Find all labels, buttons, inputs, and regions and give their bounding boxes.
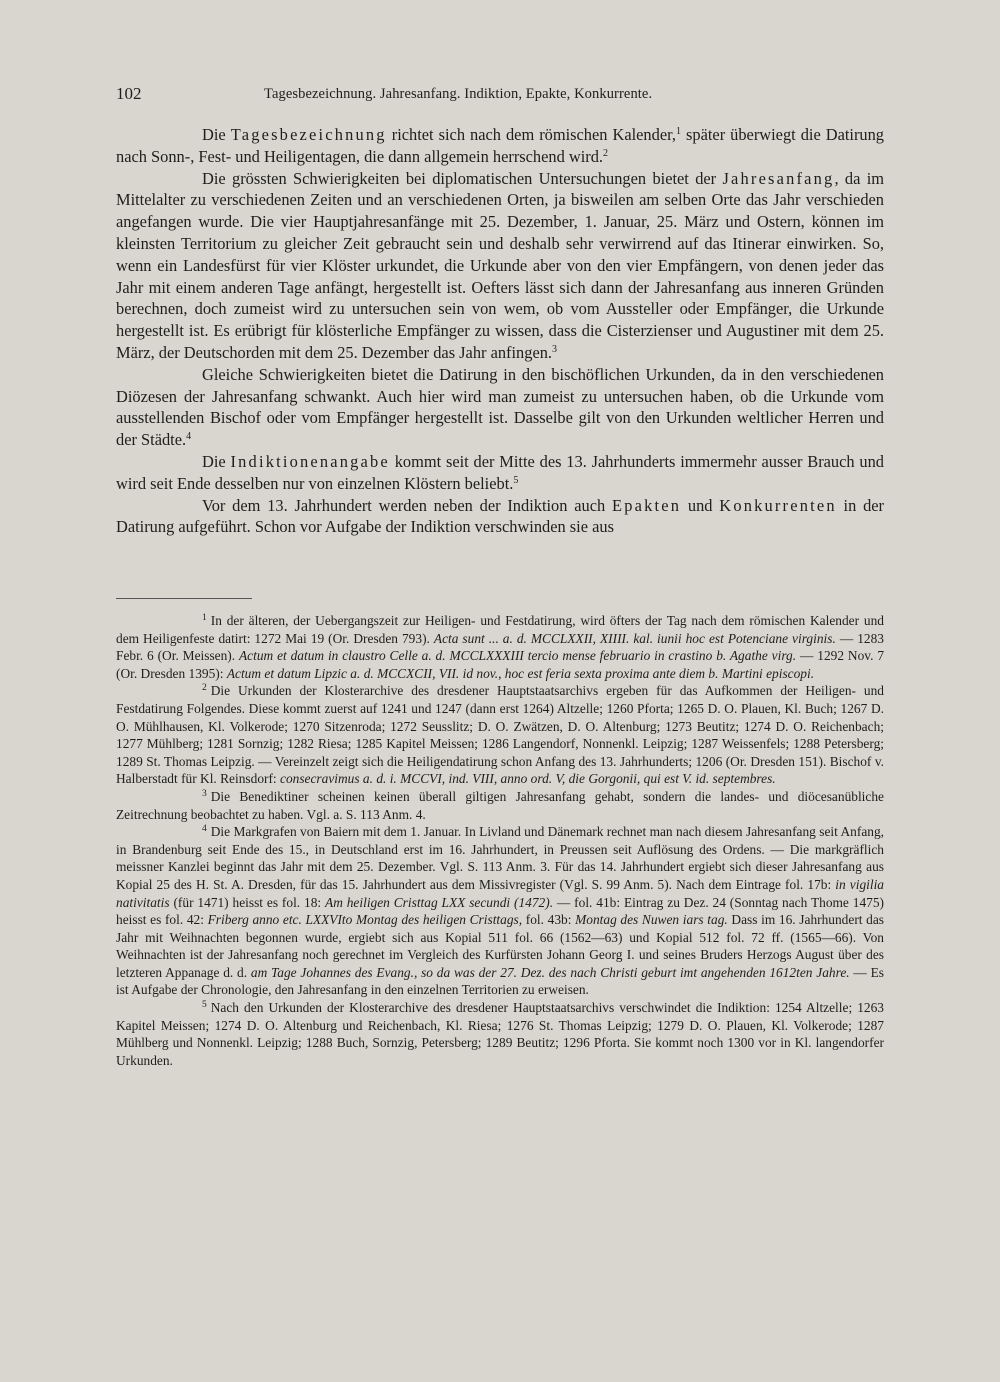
footnote-4: $^4$ Die Markgrafen von Baiern mit dem 1. Januar. In Livland und Dänemark rechnet man nach diesem Jahresanfang seit Anfang, in Brandenburg seit Ende des 15., in Deutschland erst im 16. Jahrhundert, in Preussen seit Auflösung des Ordens. — Die markgräflich meissner Kanzlei beginnt das Jahr mit dem 25. Dezember. Vgl. S. 113 Anm. 3. Für das 14. Jahrhundert ergiebt sich dieser Jahresanfang aus Kopial 25 des H. St. A. Dresden, für das 15. Jahrhundert aus dem Missivregister (Vgl. S. 99 Anm. 5). Nach dem Eintrage fol. 17b: in vigilia nativitatis (für 1471) heisst es fol. 18: Am heiligen Cristtag LXX secundi (1472). — fol. 41b: Eintrag zu Dez. 24 (Sonntag nach Thome 1475) heisst es fol. 42: Friberg anno etc. LXXVIto Montag des heiligen Cristtags, fol. 43b: Montag des Nuwen iars tag. Dass im 16. Jahrhundert das Jahr mit Weihnachten begonnen wurde, ergiebt sich aus Kopial 511 fol. 66 (1562—63) und Kopial 512 fol. 72 ff. (1565—66). Von Weihnachten ist der Jahresanfang noch gerechnet im Vergleich des Kurfürsten Johann Georg I. und seines Bruders Herzogs August über des letzteren Appanage d. d. am Tage Johannes des Evang., so da was der 27. Dez. des nach Christi geburt imt angehenden 1612ten Jahre. — Es ist Aufgabe der Chronologie, den Jahresanfang in den einzelnen Territorien zu erweisen. bbox=[116, 824, 885, 998]
footnote-1: $^1$ In der älteren, der Uebergangszeit zur Heiligen- und Festdatirung, wird öfters der Tag nach dem römischen Kalender und dem Heiligenfeste datirt: 1272 Mai 19 (Or. Dresden 793). Acta sunt ... a. d. MCCLXXII, XIIII. kal. iunii hoc est Potenciane virginis. — 1283 Febr. 6 (Or. Meissen). Actum et datum in claustro Celle a. d. MCCLXXXIII tercio mense februario in crastino b. Agathe virg. — 1292 Nov. 7 (Or. Dresden 1395): Actum et datum Lipzic a. d. MCCXCII, VII. id nov., hoc est feria sexta proxima ante diem b. Martini episcopi. bbox=[116, 613, 885, 681]
footnote-5: $^5$ Nach den Urkunden der Klosterarchive des dresdener Hauptstaatsarchivs verschwindet die Indiktion: 1254 Altzelle; 1263 Kapitel Meissen; 1274 D. O. Altenburg und Reichenbach, Kl. Riesa; 1276 St. Thomas Leipzig; 1279 D. O. Plauen, Kl. Volkerode; 1287 Mühlberg und Nonnenkl. Leipzig; 1288 Buch, Sornzig, Petersberg; 1289 Beutitz; 1296 Pforta. Sie kommt noch 1300 vor in Kl. langendorfer Urkunden. bbox=[116, 1000, 884, 1068]
footnotes bbox=[116, 612, 884, 1069]
footnote-number: 1 bbox=[202, 613, 207, 623]
spaced-term: Epakten bbox=[611, 495, 682, 515]
spaced-term: Tagesbezeichnung bbox=[230, 125, 387, 144]
page-header bbox=[116, 84, 884, 108]
footnote-ref: 4 bbox=[186, 431, 192, 443]
footnote-separator bbox=[116, 598, 252, 599]
running-title: Tagesbezeichnung. Jahresanfang. Indiktion, Epakte, Konkurrente. bbox=[264, 86, 653, 102]
paragraph-bischoefliche-urkunden: Gleiche Schwierigkeiten bietet die Datirung in den bischöflichen Urkunden, da in den verschiedenen Diözesen der Jahresanfang schwankt. Auch hier wird man zumeist zu untersuchen haben, ob die Urkunde vom ausstellenden Bischof oder vom Empfänger hergestellt ist. Dasselbe gilt von den Urkunden weltlicher Herren und der Städte.$^4$ bbox=[116, 364, 884, 450]
footnote-ref: 5 bbox=[513, 474, 519, 486]
footnote-number: 4 bbox=[202, 824, 207, 835]
footnote-ref: 1 bbox=[676, 126, 681, 137]
spaced-term: Konkurrenten bbox=[719, 495, 837, 515]
footnote-number: 3 bbox=[202, 788, 207, 799]
main-text bbox=[116, 124, 884, 538]
spaced-term: Indiktionenangabe bbox=[230, 451, 390, 471]
page-number: 102 bbox=[116, 84, 142, 103]
paragraph-jahresanfang: Die grössten Schwierigkeiten bei diplomatischen Untersuchungen bietet der Jahresanfang, da im Mittelalter zu verschiedenen Zeiten und an verschiedenen Orten, ja bisweilen am selben Orte das Jahr verschieden angefangen wurde. Die vier Hauptjahresanfänge mit 25. Dezember, 1. Januar, 25. März und Ostern, können im kleinsten Territorium zu gleicher Zeit gebraucht sein und deshalb sehr verwirrend auf das Itinerar einwirken. So, wenn ein Landesfürst für vier Klöster urkundet, die Urkunde aber von den vier Empfängern, von denen jeder das Jahr mit einem anderen Tage anfängt, hergestellt ist. Oefters lässt sich dann der Jahresanfang aus inneren Gründen berechnen, doch zumeist wird zu untersuchen sein von wem, ob vom Aussteller oder Empfänger, die Urkunde hergestellt ist. Es erübrigt für klösterliche Empfänger zu wissen, dass die Cisterzienser und Augustiner mit dem 25. März, der Deutschorden mit dem 25. Dezember das Jahr anfingen.$^3$ bbox=[116, 168, 884, 362]
paragraph-epakten: Vor dem 13. Jahrhundert werden neben der Indiktion auch Epakten und Konkurrenten in der Datirung aufgeführt. Schon vor Aufgabe der Indiktion verschwinden sie aus bbox=[116, 495, 884, 537]
footnote-number: 2 bbox=[202, 683, 207, 694]
paragraph-tagesbezeichnung: Die Tagesbezeichnung richtet sich nach dem römischen Kalender,$^1$ später überwiegt die Datirung nach Sonn-, Fest- und Heiligentagen, die dann allgemein herrschend wird.$^2$ bbox=[116, 125, 885, 166]
footnote-3: $^3$ Die Benediktiner scheinen keinen überall giltigen Jahresanfang gehabt, sondern die landes- und diöcesanübliche Zeitrechnung beobachtet zu haben. Vgl. a. S. 113 Anm. 4. bbox=[116, 788, 884, 822]
footnote-ref: 2 bbox=[603, 147, 609, 159]
footnote-ref: 3 bbox=[552, 343, 558, 355]
paragraph-indiktion: Die Indiktionenangabe kommt seit der Mitte des 13. Jahrhunderts immermehr ausser Brauch und wird seit Ende desselben nur von einzelnen Klöstern beliebt.$^5$ bbox=[116, 451, 885, 493]
footnote-number: 5 bbox=[202, 1000, 207, 1011]
footnote-2: $^2$ Die Urkunden der Klosterarchive des dresdener Hauptstaatsarchivs ergeben für das Aufkommen der Heiligen- und Festdatirung Folgendes. Diese kommt zuerst auf 1241 und 1247 (dann erst 1264) Altzelle; 1260 Pforta; 1265 D. O. Plauen, Kl. Buch; 1267 D. O. Mühlhausen, Kl. Volkerode; 1270 Sitzenroda; 1272 Seusslitz; D. O. Zwätzen, D. O. Altenburg; 1273 Beutitz; 1274 D. O. Reichenbach; 1277 Mühlberg; 1281 Sornzig; 1282 Riesa; 1285 Kapitel Meissen; 1286 Langendorf, Nonnenkl. Leipzig; 1287 Weissenfels; 1288 Petersberg; 1289 St. Thomas Leipzig. — Vereinzelt zeigt sich die Heiligendatirung schon Anfang des 13. Jahrhunderts; 1206 (Or. Dresden 151). Bischof v. Halberstadt für Kl. Reinsdorf: consecravimus a. d. i. MCCVI, ind. VIII, anno ord. V, die Gorgonii, qui est V. id. septembres. bbox=[116, 683, 884, 787]
spaced-term: Jahresanfang bbox=[722, 168, 835, 188]
